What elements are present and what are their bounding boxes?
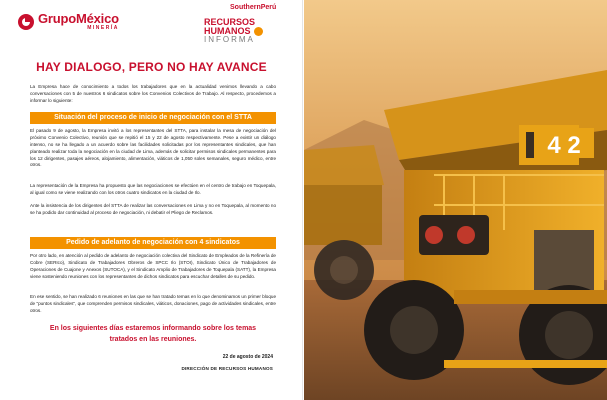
document-header — [0, 0, 303, 52]
grupo-mexico-logo — [18, 12, 119, 31]
section-1-paragraph-2: La representación de la Empresa ha propuesto que las negociaciones se efectúen en el centro de trabajo en Toquepala, al igual como se viene realizando con los otros cuatro sindicatos en la ciudad de Ilo. — [30, 183, 276, 195]
document-date: 22 de agosto de 2024 — [222, 354, 273, 360]
section-2-paragraph-2: En ese sentido, se han realizado 6 reuniones en las que se han tratado temas en lo que denominamos un primer bloque de "puntos sindicales", que comprenden permisos sindicales, viáticos, donaciones, pago de actividades sindicales, entre otros. — [30, 294, 276, 313]
mine-haul-truck-photo — [304, 0, 607, 400]
grupo-mexico-emblem-icon — [18, 14, 34, 30]
issuing-department: DIRECCIÓN DE RECURSOS HUMANOS — [181, 366, 273, 371]
background-truck — [304, 145, 384, 300]
section-1-heading: Situación del proceso de inicio de negociación con el STTA — [30, 112, 276, 124]
main-title: HAY DIALOGO, PERO NO HAY AVANCE — [36, 60, 267, 74]
closing-note: En los siguientes días estaremos informando sobre los temas tratados en las reuniones. — [49, 325, 257, 343]
section-1-paragraph-1: El pasado 9 de agosto, la Empresa invitó a los representantes del STTA, para instalar la mesa de negociación del próximo Convenio Colectivo, reunión que se repitió el 15 y 22 de agosto respectivamente. Pese a existir un diálogo intenso, no se ha llegado a un acuerdo sobre las facilidades solicitadas por los representantes sindicales, que han planteado realizar toda la negociación en la ciudad de Lima, además de solicitar permisos sindicales permanentes para los 12 dirigentes, pasajes aéreos, alojamiento, alimentación, viáticos de 1,050 soles semanales, seguro médico, entre otros. — [30, 128, 276, 168]
rrhh-line-2: HUMANOS — [204, 25, 251, 36]
rrhh-line-3: INFORMA — [204, 34, 255, 44]
company-subtitle: MINERÍA — [87, 25, 119, 31]
rrhh-line-1: RECURSOS — [204, 17, 256, 27]
section-1-paragraph-3: Ante la insistencia de los dirigentes del STTA de realizar las conversaciones en Lima y no en Toquepala, al momento no se ha podido dar continuidad al proceso de negociación, ni debatir el Pliego de Reclamos. — [30, 203, 276, 215]
company-name: GrupoMéxico — [38, 11, 119, 26]
truck-number: 4 2 — [547, 132, 581, 159]
southern-peru-brand: SouthernPerú — [230, 4, 277, 11]
intro-paragraph: La Empresa hace de conocimiento a todos los trabajadores que en la actualidad venimos llevando a cabo conversaciones con 5 de nuestros 6 sindicatos sobre los Convenios Colectivos de Trabajo. Al respecto, procedemos a informar lo siguiente: — [30, 84, 276, 103]
announcement-document — [0, 0, 303, 400]
section-2-heading: Pedido de adelanto de negociación con 4 sindicatos — [30, 237, 276, 249]
section-2-paragraph-1: Por otro lado, en atención al pedido de adelanto de negociación colectiva del Sindicato de Empleados de la Refinería de Cobre (SERIco), Sindicato de Trabajadores Obreros de SPCC Ilo (STOI), Sindicato Único de Trabajadores de Operaciones de Cuajone y Anexos (SUTOCA), y el Sindicato Amplio de Trabajadores de Toquepala (SATT), la Empresa viene sosteniendo reuniones con los representantes de dichos sindicatos para escuchar detalles de su pedido. — [30, 253, 276, 279]
rrhh-informa-logo — [204, 18, 263, 43]
